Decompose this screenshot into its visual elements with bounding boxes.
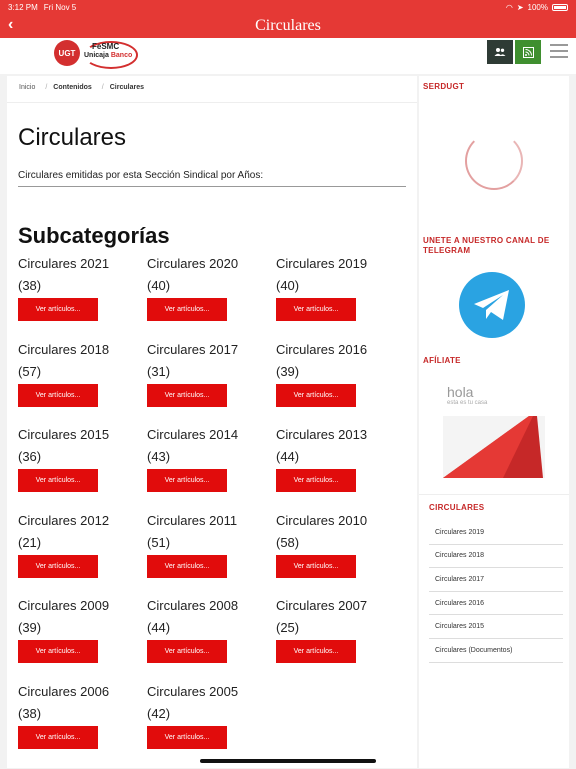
subcategory-count: (43) (147, 449, 171, 464)
subcategory-name[interactable]: Circulares 2021 (18, 256, 110, 271)
circulares-widget (419, 494, 569, 678)
circulares-list (429, 521, 563, 663)
subcategory-count: (25) (276, 620, 300, 635)
subcategory-item (147, 684, 272, 769)
subcategories-title: Subcategorías (18, 223, 170, 248)
wifi-icon: ◠ (505, 2, 513, 12)
subcategory-item (276, 342, 401, 427)
subcategory-item (18, 684, 143, 769)
breadcrumb-separator: / (101, 84, 104, 91)
subcategory-count: (51) (147, 534, 171, 550)
battery-icon (552, 4, 568, 11)
status-bar (0, 0, 576, 14)
subcategory-count: (44) (147, 620, 171, 635)
subcategory-item (147, 427, 272, 512)
location-icon: ➤ (516, 2, 524, 12)
logo-banco: Banco (110, 52, 133, 59)
rss-icon (523, 47, 534, 58)
subcategory-count: (57) (18, 363, 42, 379)
circulares-heading: CIRCULARES (429, 503, 485, 512)
hola-text: hola (447, 384, 474, 400)
subcategory-name[interactable]: Circulares 2020 (147, 256, 239, 271)
subcategory-count: (21) (18, 534, 42, 550)
ver-articulos-button[interactable]: Ver artículos... (147, 469, 227, 492)
circulares-list-item[interactable]: Circulares (Documentos) (429, 639, 563, 663)
subcategory-name[interactable]: Circulares 2012 (18, 512, 110, 528)
subcategory-count: (40) (147, 278, 171, 293)
subcategory-count: (38) (18, 705, 42, 721)
subcategory-name[interactable]: Circulares 2011 (147, 512, 238, 528)
subcategory-name[interactable]: Circulares 2015 (18, 427, 110, 442)
subcategory-name[interactable]: Circulares 2009 (18, 598, 110, 613)
subcategory-count: (39) (18, 620, 42, 635)
subcategory-item (18, 513, 143, 598)
users-button[interactable] (487, 40, 513, 64)
subcategory-count: (31) (147, 363, 171, 379)
subcategory-name[interactable]: Circulares 2017 (147, 341, 239, 357)
subcategory-name[interactable]: Circulares 2018 (18, 341, 110, 357)
subcategory-item (276, 598, 401, 683)
nav-title: Circulares (255, 17, 321, 34)
divider (18, 186, 406, 187)
ver-articulos-button[interactable]: Ver artículos... (18, 555, 98, 578)
subcategory-name[interactable]: Circulares 2014 (147, 427, 239, 442)
subcategory-item (147, 513, 272, 598)
afiliate-banner[interactable] (443, 374, 545, 478)
subcategory-item (18, 427, 143, 512)
serdugt-heading: SERDUGT (423, 82, 465, 91)
ver-articulos-button[interactable]: Ver artículos... (147, 555, 227, 578)
sidebar (419, 76, 569, 768)
ver-articulos-button[interactable]: Ver artículos... (18, 469, 98, 492)
subcategory-item (147, 598, 272, 683)
subcategory-name[interactable]: Circulares 2006 (18, 683, 110, 699)
breadcrumb (19, 84, 144, 91)
logo-line2 (84, 52, 132, 59)
loading-spinner-icon (465, 132, 523, 190)
site-header (0, 38, 576, 74)
logo-unicaja: Unicaja (84, 52, 109, 59)
circulares-list-item[interactable]: Circulares 2019 (429, 521, 563, 545)
subcategory-item (18, 256, 143, 341)
main-content (7, 76, 417, 768)
subcategory-item (147, 342, 272, 427)
subcategory-item (18, 342, 143, 427)
subcategory-count: (58) (276, 534, 300, 550)
ver-articulos-button[interactable]: Ver artículos... (18, 640, 98, 663)
subcategory-count: (39) (276, 363, 300, 379)
logo-line1: FeSMC (92, 42, 120, 51)
ugt-logo[interactable] (54, 40, 138, 70)
subcategory-count: (42) (147, 705, 171, 721)
subcategory-count: (38) (18, 278, 42, 293)
circulares-list-item[interactable]: Circulares 2015 (429, 615, 563, 639)
subcategory-item (147, 256, 272, 341)
breadcrumb-separator: / (45, 84, 48, 91)
telegram-link[interactable] (459, 272, 529, 338)
breadcrumb-contents[interactable]: Contenidos (53, 84, 92, 91)
battery-percent: 100% (527, 2, 548, 12)
subcategory-name[interactable]: Circulares 2005 (147, 683, 239, 699)
rss-button[interactable] (515, 40, 541, 64)
telegram-heading: UNETE A NUESTRO CANAL DE TELEGRAM (423, 236, 550, 255)
ver-articulos-button[interactable]: Ver artículos... (18, 298, 98, 321)
afiliate-heading: AFÍLIATE (423, 356, 461, 365)
ver-articulos-button[interactable]: Ver artículos... (18, 384, 98, 407)
breadcrumb-current: Circulares (109, 84, 144, 91)
subcategory-name[interactable]: Circulares 2013 (276, 427, 368, 442)
red-carpet-image (443, 416, 545, 478)
ver-articulos-button[interactable]: Ver artículos... (147, 640, 227, 663)
ver-articulos-button[interactable]: Ver artículos... (147, 384, 227, 407)
subcategory-name[interactable]: Circulares 2007 (276, 598, 368, 613)
page-title: Circulares (18, 124, 127, 151)
back-chevron-icon[interactable]: ‹ (8, 16, 14, 33)
subcategory-name[interactable]: Circulares 2008 (147, 598, 239, 613)
ver-articulos-button[interactable]: Ver artículos... (276, 384, 356, 407)
ugt-logo-mark: UGT (54, 40, 80, 66)
subcategory-name[interactable]: Circulares 2010 (276, 512, 368, 528)
nav-bar (0, 14, 576, 38)
ver-articulos-button[interactable]: Ver artículos... (147, 298, 227, 321)
page-description: Circulares emitidas por esta Sección Sindical por Años: (18, 170, 264, 181)
subcategory-item (276, 427, 401, 512)
hola-subtext: esta es tu casa (447, 400, 488, 406)
subcategory-item (18, 598, 143, 683)
ver-articulos-button[interactable]: Ver artículos... (276, 640, 356, 663)
subcategory-item (276, 513, 401, 598)
status-date: Fri Nov 5 (43, 2, 77, 12)
subcategory-item (276, 256, 401, 341)
menu-icon[interactable] (550, 44, 568, 58)
subcategory-name[interactable]: Circulares 2016 (276, 341, 368, 357)
home-indicator[interactable] (200, 759, 376, 763)
subcategory-count: (44) (276, 449, 300, 464)
circulares-list-item[interactable]: Circulares 2017 (429, 568, 563, 592)
breadcrumb-divider (7, 102, 417, 103)
users-icon (494, 47, 506, 57)
subcategory-count: (36) (18, 449, 42, 464)
ver-articulos-button[interactable]: Ver artículos... (147, 726, 227, 749)
ver-articulos-button[interactable]: Ver artículos... (276, 555, 356, 578)
circulares-list-item[interactable]: Circulares 2016 (429, 592, 563, 616)
breadcrumb-home[interactable]: Inicio (19, 84, 36, 91)
ver-articulos-button[interactable]: Ver artículos... (276, 469, 356, 492)
subcategory-name[interactable]: Circulares 2019 (276, 256, 368, 271)
telegram-icon (459, 272, 525, 338)
status-time: 3:12 PM (8, 2, 38, 12)
ver-articulos-button[interactable]: Ver artículos... (276, 298, 356, 321)
ver-articulos-button[interactable]: Ver artículos... (18, 726, 98, 749)
circulares-list-item[interactable]: Circulares 2018 (429, 545, 563, 569)
subcategory-count: (40) (276, 278, 300, 293)
